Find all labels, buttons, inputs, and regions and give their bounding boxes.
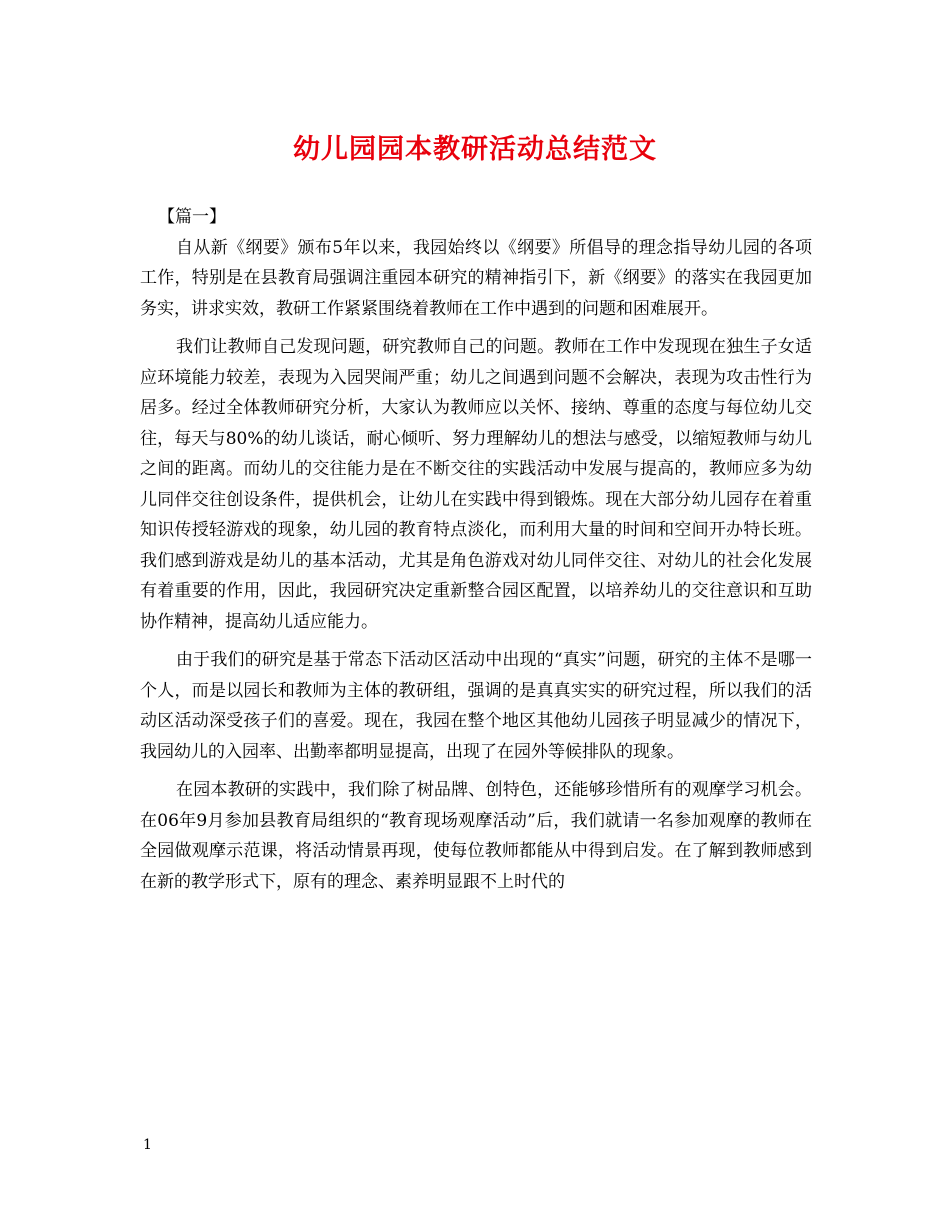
paragraph-3: 由于我们的研究是基于常态下活动区活动中出现的“真实”问题，研究的主体不是哪一个人，而是以园长和教师为主体的教研组，强调的是真真实实的研究过程，所以我们的活动区活动深受孩子们的喜爱。现在，我园在整个地区其他幼儿园孩子明显减少的情况下，我园幼儿的入园率、出勤率都明显提高，出现了在园外等候排队的现象。 (140, 650, 812, 762)
paragraph-4: 在园本教研的实践中，我们除了树品牌、创特色，还能够珍惜所有的观摩学习机会。在06年9月参加县教育局组织的“教育现场观摩活动”后，我们就请一名参加观摩的教师在全园做观摩示范课，将活动情景再现，使每位教师都能从中得到启发。在了解到教师感到在新的教学形式下，原有的理念、素养明显跟不上时代的 (140, 780, 812, 892)
paragraph-1: 自从新《纲要》颁布5年以来，我园始终以《纲要》所倡导的理念指导幼儿园的各项工作，特别是在县教育局强调注重园本研究的精神指引下，新《纲要》的落实在我园更加务实，讲求实效，教研工作紧紧围绕着教师在工作中遇到的问题和困难展开。 (140, 237, 812, 319)
paragraph-2: 我们让教师自己发现问题，研究教师自己的问题。教师在工作中发现现在独生子女适应环境能力较差，表现为入园哭闹严重；幼儿之间遇到问题不会解决，表现为攻击性行为居多。经过全体教师研究分析，大家认为教师应以关怀、接纳、尊重的态度与每位幼儿交往，每天与80%的幼儿谈话，耐心倾听、努力理解幼儿的想法与感受，以缩短教师与幼儿之间的距离。而幼儿的交往能力是在不断交往的实践活动中发展与提高的，教师应多为幼儿同伴交往创设条件，提供机会，让幼儿在实践中得到锻炼。现在大部分幼儿园存在着重知识传授轻游戏的现象，幼儿园的教育特点淡化，而利用大量的时间和空间开办特长班。我们感到游戏是幼儿的基本活动，尤其是角色游戏对幼儿同伴交往、对幼儿的社会化发展有着重要的作用，因此，我园研究决定重新整合园区配置，以培养幼儿的交往意识和互助协作精神，提高幼儿适应能力。 (140, 337, 812, 632)
document-title: 幼儿园园本教研活动总结范文 (293, 134, 657, 165)
document-body (140, 202, 812, 905)
page-number: 1 (143, 1137, 152, 1153)
section-label: 【篇一】 (158, 207, 226, 227)
